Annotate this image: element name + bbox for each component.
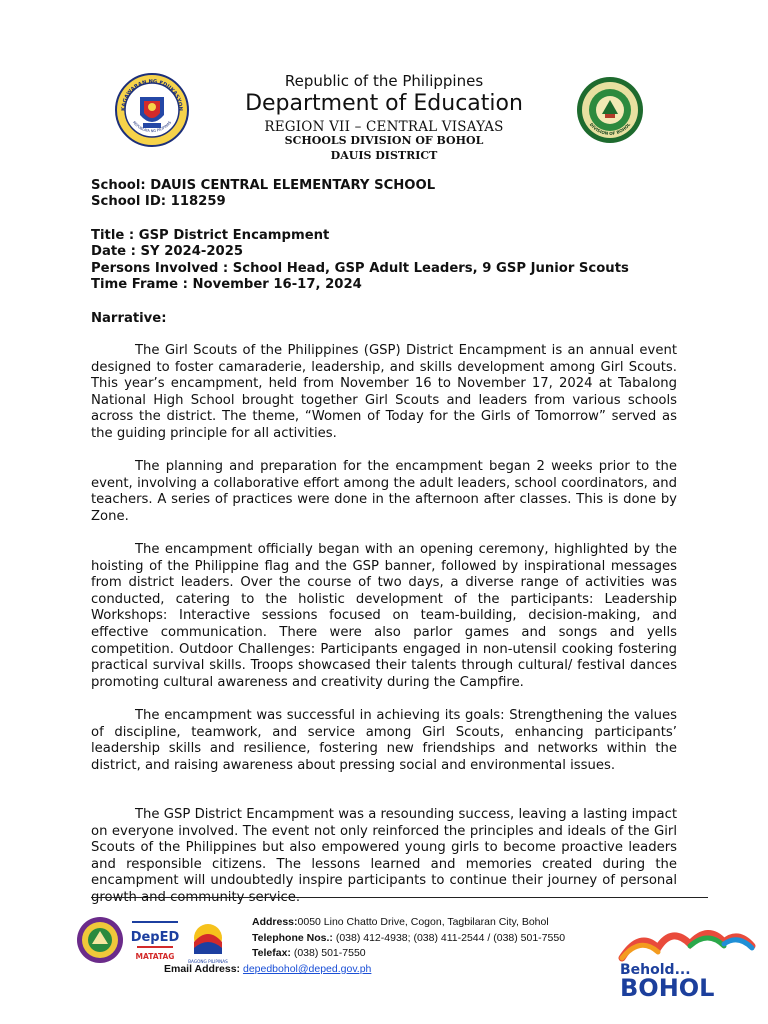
header-division: SCHOOLS DIVISION OF BOHOL [284,134,484,147]
paragraph-5: The GSP District Encampment was a resounding success, leaving a lasting impact on everyone involved. The event not only reinforced the principles and ideals of the Girl Scouts of the Philippines but also empowered young girls to become proactive leaders and responsible citizens. The lessons learned and memories created during the encampment will undoubtedly inspire participants to continue their journey of personal growth and community service. [91,807,677,905]
persons-involved: Persons Involved : School Head, GSP Adult Leaders, 9 GSP Junior Scouts [91,261,629,276]
sdo-bohol-seal-logo [76,916,124,964]
behold-bohol-logo [612,924,760,1000]
footer-telefax: Telefax: (038) 501-7550 [252,947,366,959]
school-id: School ID: 118259 [91,194,226,209]
narrative-heading: Narrative: [91,311,167,326]
svg-text:DepED: DepED [131,930,179,945]
school-name: School: DAUIS CENTRAL ELEMENTARY SCHOOL [91,178,436,193]
paragraph-1: The Girl Scouts of the Philippines (GSP) District Encampment is an annual event designed to foster camaraderie, leadership, and skills development among Girl Scouts. This year’s encampment, held from November 16 to November 17, 2024 at Tabalong National High School brought together Girl Scouts and leaders from various schools across the district. The theme, “Women of Today for the Girls of Tomorrow” served as the guiding principle for all activities. [91,343,677,441]
header-district: DAUIS DISTRICT [330,149,438,162]
header-republic: Republic of the Philippines [284,72,484,90]
paragraph-3: The encampment officially began with an opening ceremony, highlighted by the hoisting of the Philippine flag and the GSP banner, followed by inspirational messages from district leaders. Over the course of two days, a diverse range of activities was conducted, catering to the holistic development of the participants: Leadership Workshops: Interactive sessions focused on team-building, decision-making, and effective communication. There were also parlor games and songs and yells competition. Outdoor Challenges: Participants engaged in non-utensil cooking fostering practical survival skills. Troops showcased their talents through cultural/ festival dances promoting cultural awareness and creativity during the Campfire. [91,542,677,690]
footer-address: Address:0050 Lino Chatto Drive, Cogon, Tagbilaran City, Bohol [252,916,549,928]
svg-text:MATATAG: MATATAG [135,952,175,961]
svg-text:KAGAWARAN NG EDUKASYON: KAGAWARAN NG EDUKASYON [120,78,184,112]
svg-text:REPUBLIKA NG PILIPINAS: REPUBLIKA NG PILIPINAS [131,120,173,134]
footer-telephone: Telephone Nos.: (038) 412-4938; (038) 411-2544 / (038) 501-7550 [252,932,566,944]
svg-text:Behold...: Behold... [620,962,691,978]
email-link[interactable]: depedbohol@deped.gov.ph [242,963,372,975]
time-frame: Time Frame : November 16-17, 2024 [91,277,362,292]
header-department: Department of Education [245,91,523,116]
document-title: Title : GSP District Encampment [91,228,330,243]
paragraph-2: The planning and preparation for the encampment began 2 weeks prior to the event, involving a collaborative effort among the adult leaders, school coordinators, and teachers. A series of practices were done in the afternoon after classes. This is done by Zone. [91,459,677,524]
header-region: REGION VII – CENTRAL VISAYAS [264,119,504,135]
bagong-pilipinas-logo [186,918,230,966]
footer-divider [91,897,708,898]
document-date: Date : SY 2024-2025 [91,244,244,259]
paragraph-4: The encampment was successful in achieving its goals: Strengthening the values of discipline, teamwork, and service among Girl Scouts, enhancing participants’ leadership skills and resilience, fostering new friendships and networks within the district, and raising awareness about pressing social and environmental issues. [91,708,677,773]
svg-text:BOHOL: BOHOL [620,974,715,1000]
footer-email: Email Address: depedbohol@deped.gov.ph [164,963,372,975]
svg-text:BAGONG PILIPINAS: BAGONG PILIPINAS [188,959,228,964]
svg-text:DIVISION OF BOHOL: DIVISION OF BOHOL [588,121,632,137]
deped-matatag-logo [131,920,179,966]
